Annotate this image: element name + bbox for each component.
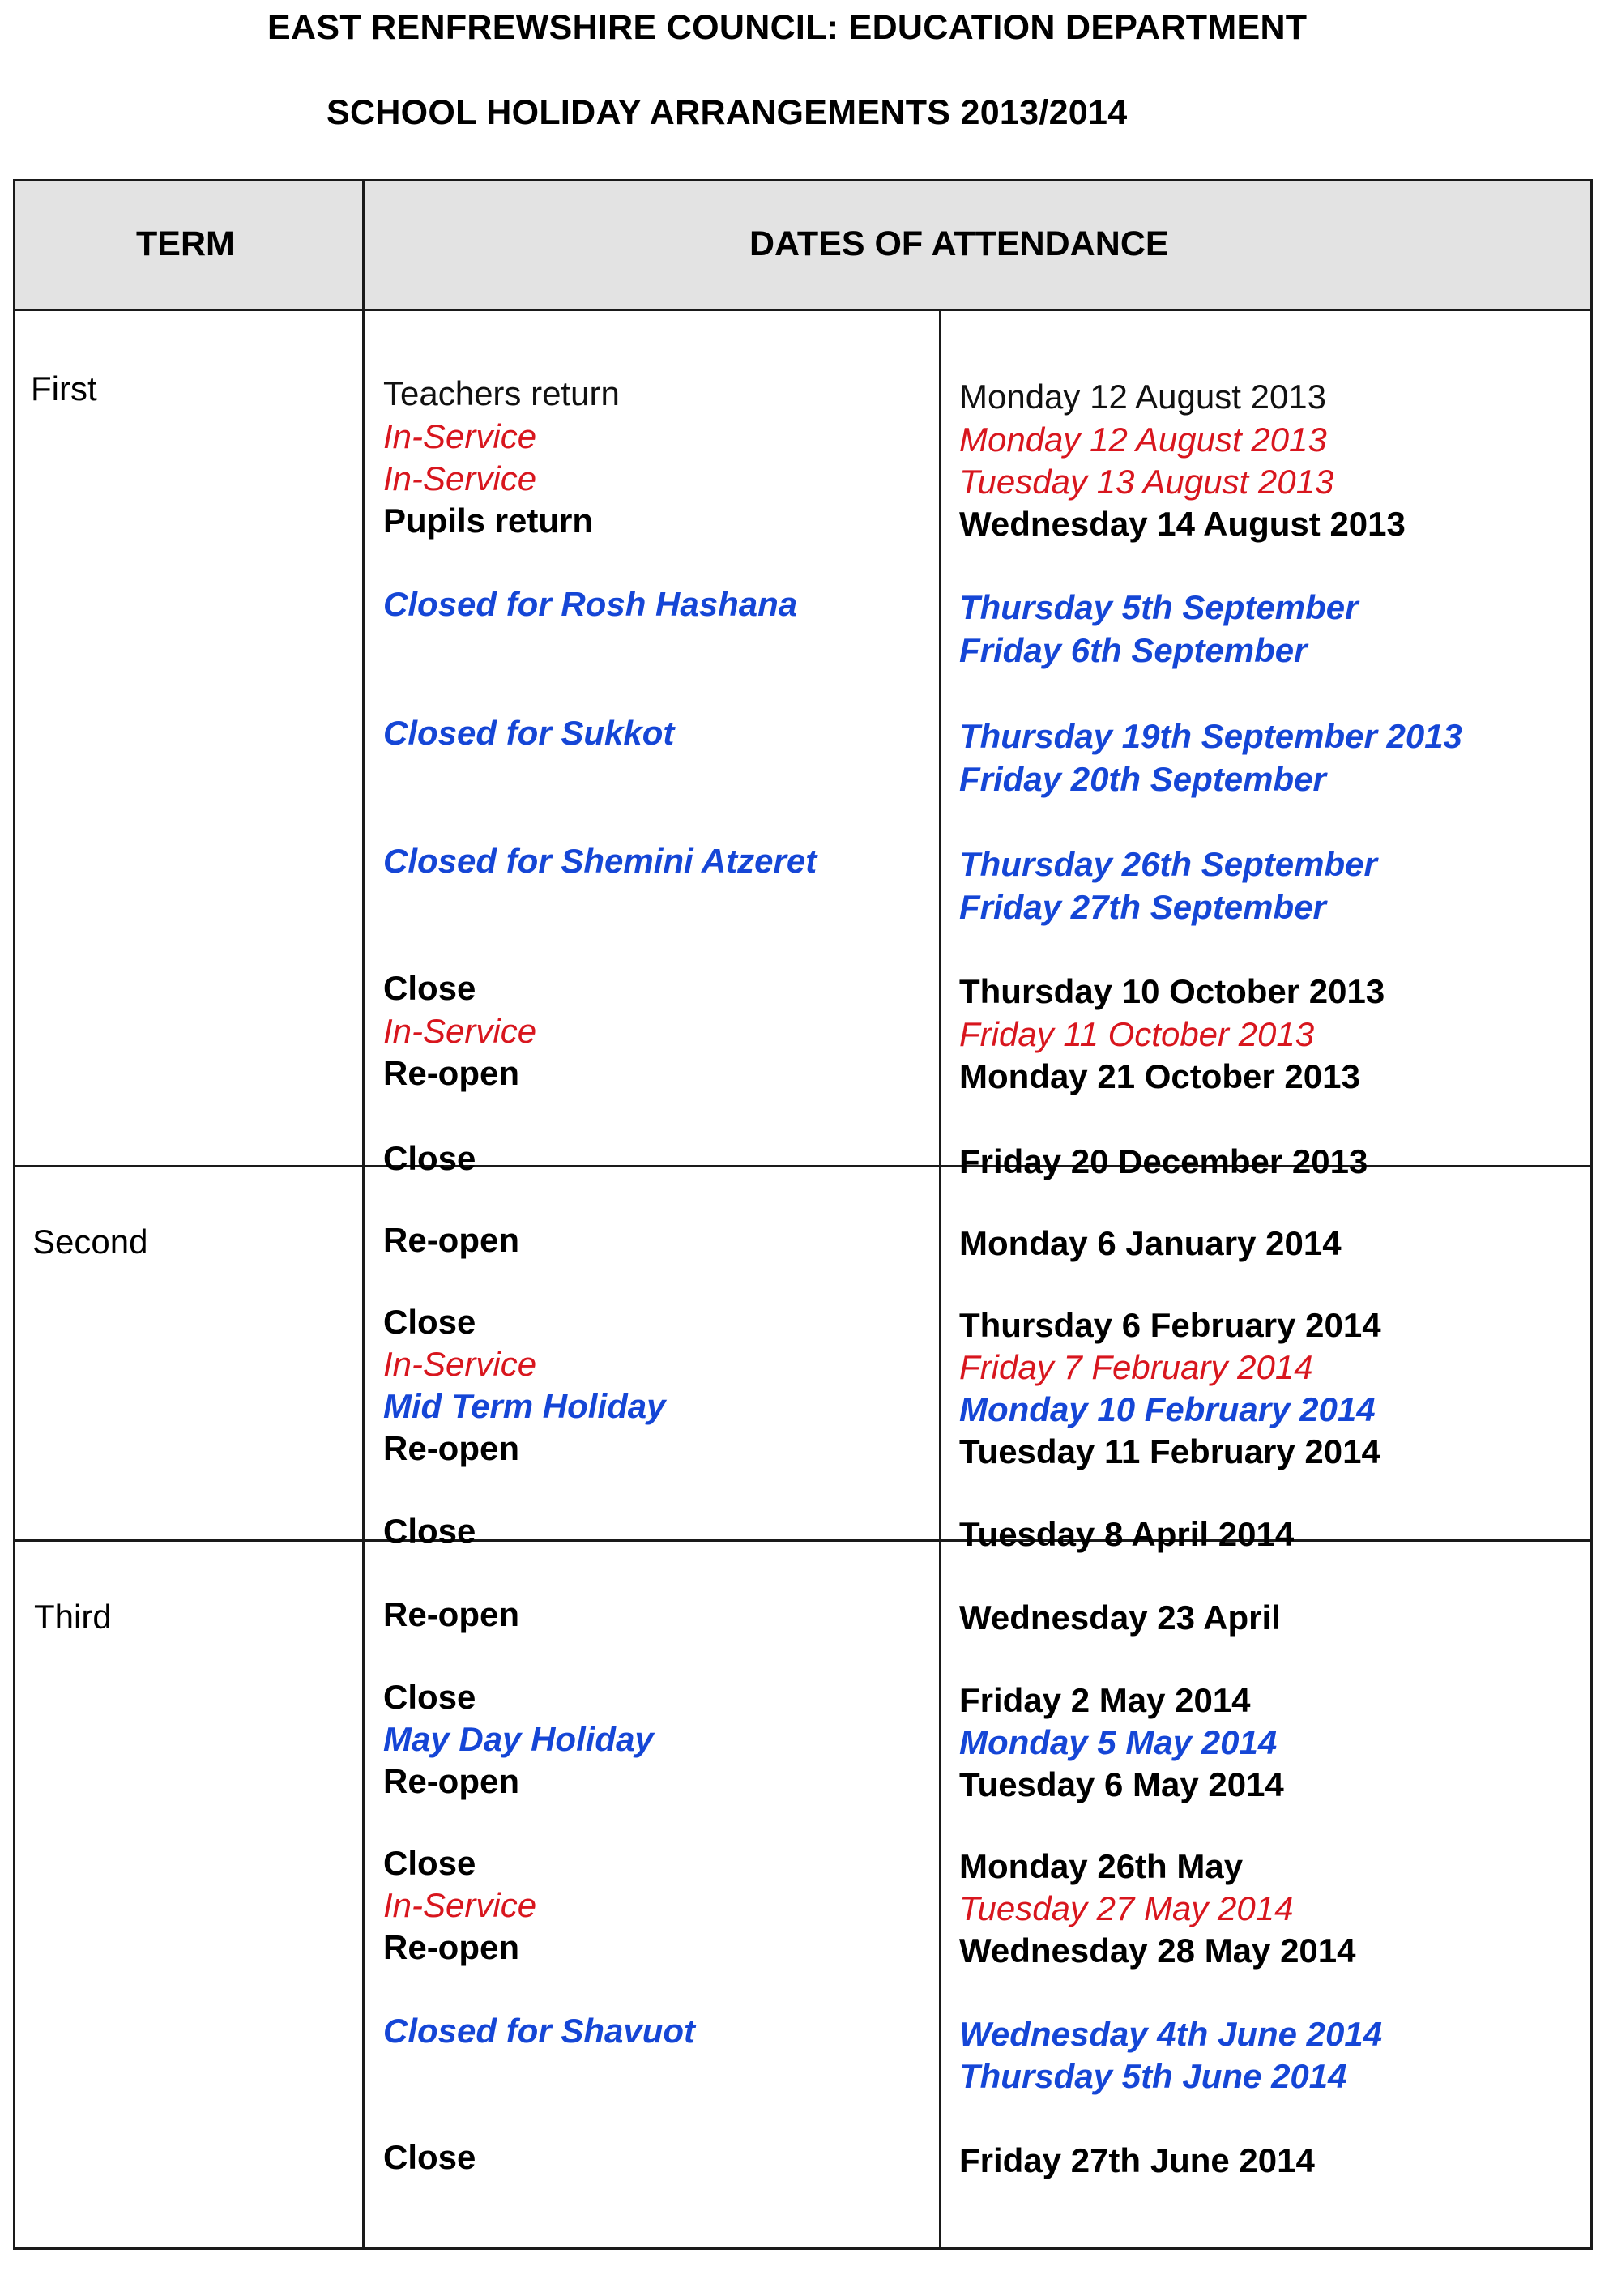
event-label: Re-open <box>383 1054 519 1092</box>
term-divider-second <box>13 1539 1593 1542</box>
header-term: TERM <box>136 224 235 263</box>
event-label: In-Service <box>383 1886 537 1924</box>
date-value: Friday 20th September <box>959 760 1326 798</box>
event-label: Closed for Shavuot <box>383 2012 696 2050</box>
table-border-right <box>1590 179 1593 2250</box>
date-value: Thursday 19th September 2013 <box>959 717 1462 755</box>
event-label: Close <box>383 1678 476 1716</box>
event-label: Re-open <box>383 1595 519 1633</box>
event-label: Close <box>383 1139 476 1177</box>
date-value: Friday 27th September <box>959 888 1326 926</box>
table-border-top <box>13 179 1593 181</box>
column-divider-dates <box>939 310 941 2250</box>
term-label: Second <box>32 1223 148 1261</box>
document-subtitle: SCHOOL HOLIDAY ARRANGEMENTS 2013/2014 <box>326 93 1128 132</box>
date-value: Friday 11 October 2013 <box>959 1015 1315 1053</box>
date-value: Tuesday 27 May 2014 <box>959 1889 1294 1927</box>
date-value: Wednesday 14 August 2013 <box>959 505 1406 543</box>
date-value: Tuesday 11 February 2014 <box>959 1432 1380 1470</box>
document-title: EAST RENFREWSHIRE COUNCIL: EDUCATION DEPARTMENT <box>267 8 1308 47</box>
date-value: Wednesday 28 May 2014 <box>959 1931 1356 1970</box>
event-label: Re-open <box>383 1762 519 1800</box>
header-dates: DATES OF ATTENDANCE <box>749 224 1169 263</box>
event-label: Re-open <box>383 1429 519 1467</box>
date-value: Monday 26th May <box>959 1847 1244 1885</box>
event-label: In-Service <box>383 1345 537 1383</box>
event-label: Closed for Shemini Atzeret <box>383 842 817 880</box>
event-label: Pupils return <box>383 501 594 540</box>
date-value: Friday 27th June 2014 <box>959 2141 1315 2179</box>
date-value: Monday 6 January 2014 <box>959 1224 1342 1262</box>
event-label: In-Service <box>383 459 537 497</box>
column-divider-term <box>362 179 365 2250</box>
term-label: Third <box>34 1598 112 1636</box>
table-border-left <box>13 179 15 2250</box>
date-value: Friday 6th September <box>959 631 1308 669</box>
event-label: In-Service <box>383 417 537 455</box>
event-label: Close <box>383 969 476 1007</box>
date-value: Monday 5 May 2014 <box>959 1723 1278 1761</box>
date-value: Friday 2 May 2014 <box>959 1681 1251 1719</box>
event-label: Closed for Sukkot <box>383 714 675 752</box>
date-value: Monday 10 February 2014 <box>959 1390 1376 1428</box>
event-label: Re-open <box>383 1221 519 1259</box>
date-value: Thursday 10 October 2013 <box>959 972 1385 1010</box>
date-value: Monday 12 August 2013 <box>959 420 1327 459</box>
event-label: In-Service <box>383 1012 537 1050</box>
event-label: Re-open <box>383 1928 519 1966</box>
date-value: Thursday 6 February 2014 <box>959 1306 1381 1344</box>
date-value: Wednesday 4th June 2014 <box>959 2015 1383 2053</box>
table-border-bottom <box>13 2247 1593 2250</box>
event-label: Mid Term Holiday <box>383 1387 666 1425</box>
date-value: Monday 21 October 2013 <box>959 1057 1360 1095</box>
header-divider <box>13 309 1593 311</box>
date-value: Thursday 5th June 2014 <box>959 2057 1347 2095</box>
date-value: Friday 7 February 2014 <box>959 1348 1313 1386</box>
term-label: First <box>31 369 97 408</box>
date-value: Wednesday 23 April <box>959 1598 1281 1637</box>
event-label: Close <box>383 1303 476 1341</box>
date-value: Tuesday 13 August 2013 <box>959 463 1334 501</box>
date-value: Monday 12 August 2013 <box>959 378 1327 416</box>
date-value: Tuesday 8 April 2014 <box>959 1515 1295 1553</box>
event-label: Closed for Rosh Hashana <box>383 585 798 623</box>
holiday-table <box>13 179 1593 2250</box>
date-value: Thursday 26th September <box>959 845 1377 883</box>
event-label: Close <box>383 1844 476 1882</box>
date-value: Thursday 5th September <box>959 588 1359 626</box>
date-value: Tuesday 6 May 2014 <box>959 1765 1284 1803</box>
date-value: Friday 20 December 2013 <box>959 1142 1368 1180</box>
event-label: Close <box>383 2138 476 2176</box>
event-label: May Day Holiday <box>383 1720 654 1758</box>
event-label: Teachers return <box>383 374 620 412</box>
event-label: Close <box>383 1512 476 1550</box>
